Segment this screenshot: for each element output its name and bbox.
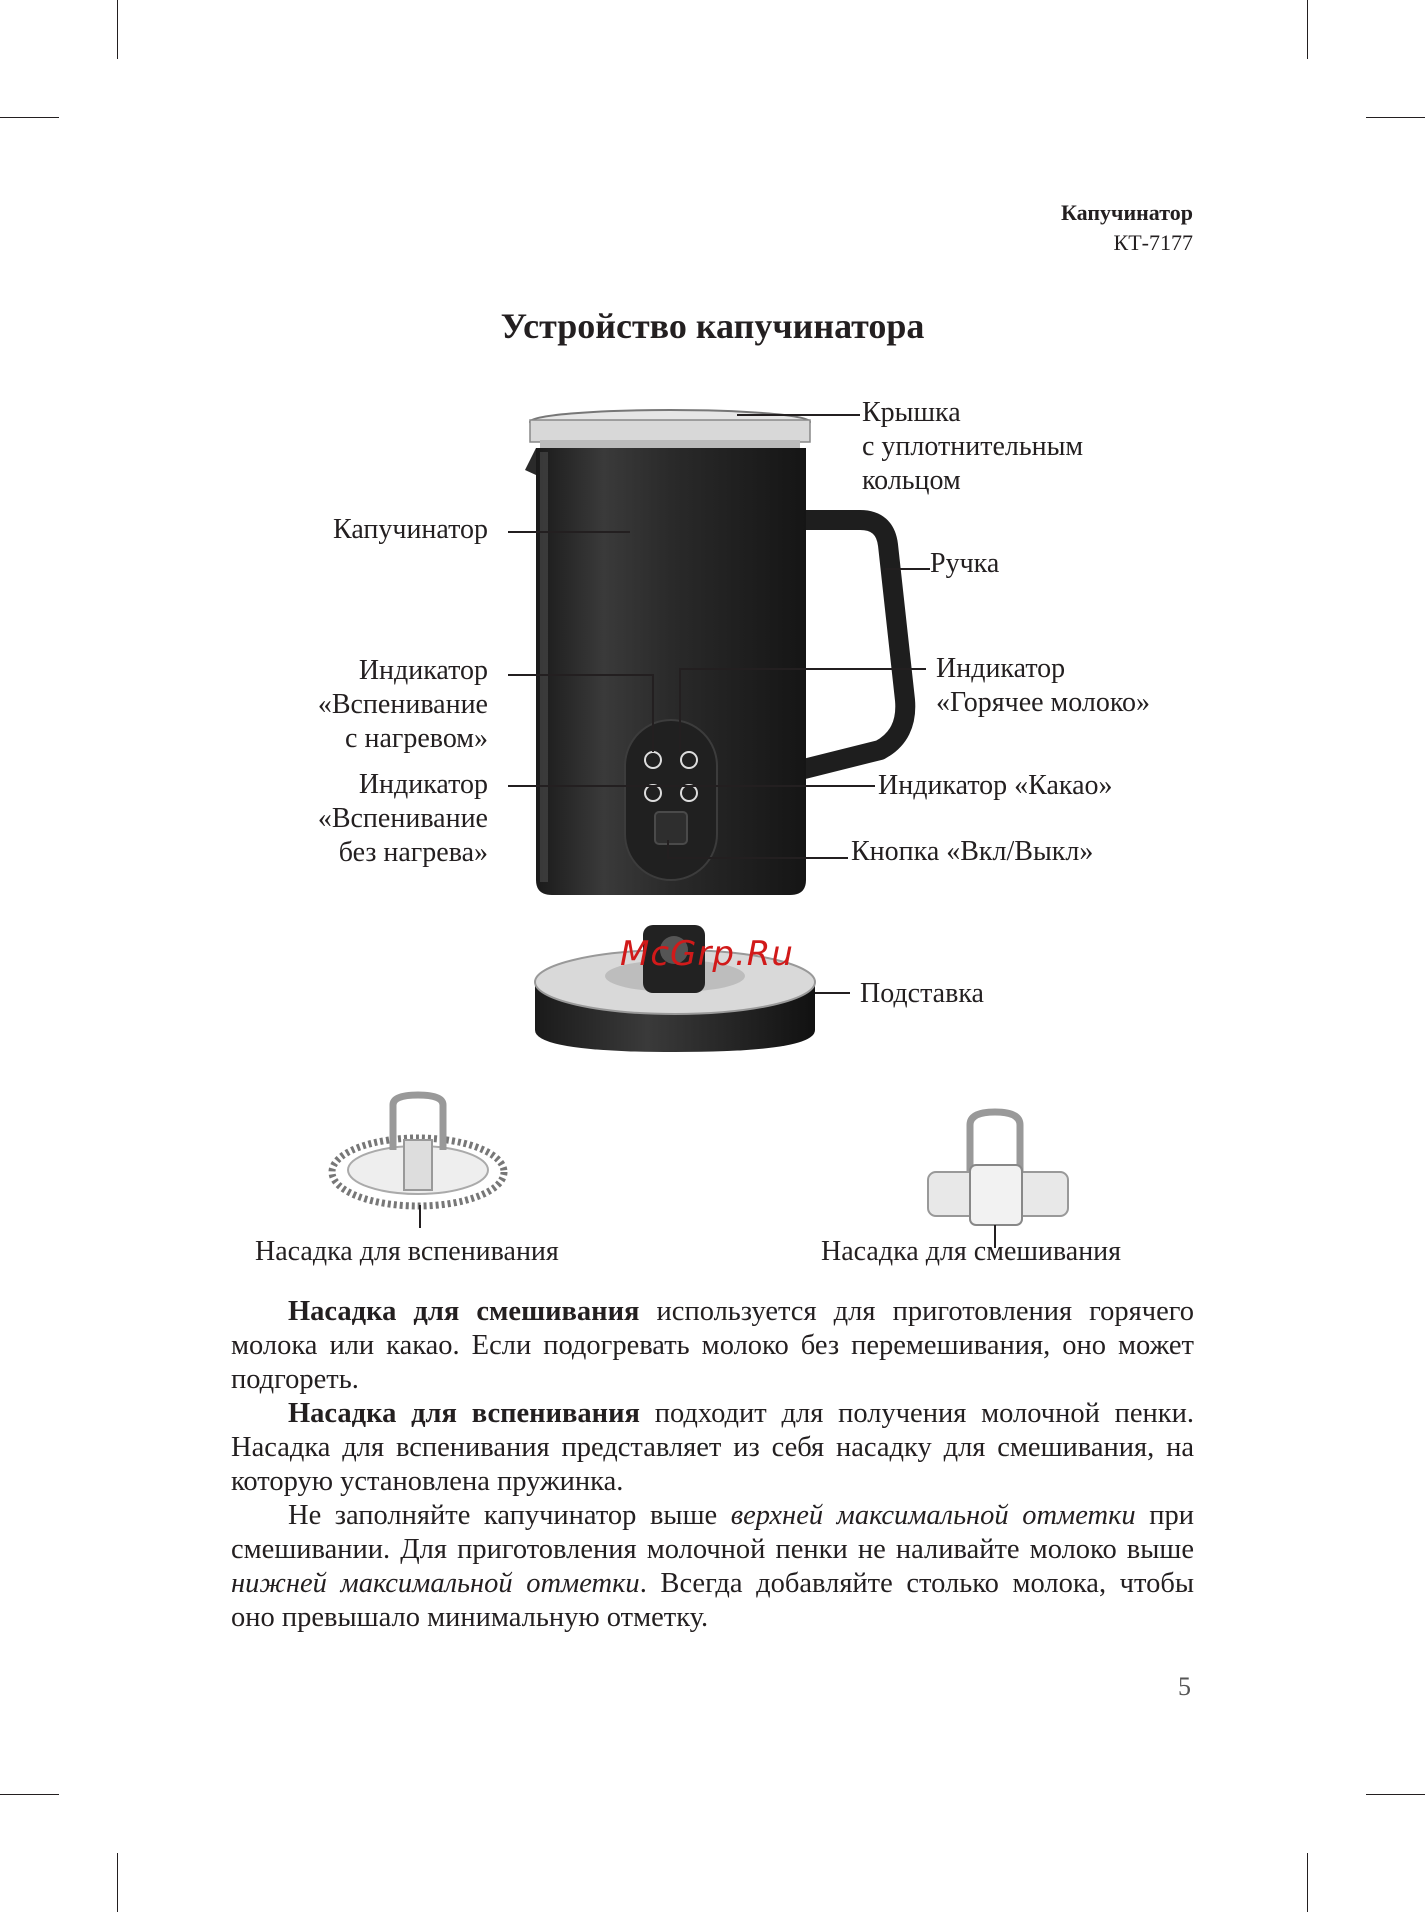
handle — [795, 520, 905, 770]
paragraph-text: используется для приготовления горячего молока или какао. Если подогревать молоко без перемешивания, оно может подгореть. — [231, 1296, 1194, 1395]
label-indicator-cold-froth: Индикатор «Вспенивание без нагрева» — [317, 769, 488, 868]
header-model: КТ-7177 — [1113, 230, 1193, 255]
label-frother: Капучинатор — [333, 514, 488, 545]
label-base: Подставка — [860, 978, 984, 1009]
label-indicator-hot-milk: Индикатор «Горячее молоко» — [936, 653, 1151, 718]
term-froth-whisk: Насадка для вспенивания — [288, 1398, 640, 1429]
label-power-button: Кнопка «Вкл/Выкл» — [851, 836, 1094, 867]
label-froth-whisk: Насадка для вспенивания — [255, 1236, 559, 1267]
label-indicator-cocoa: Индикатор «Какао» — [878, 770, 1113, 801]
page-number: 5 — [1178, 1672, 1191, 1701]
term-mix-whisk: Насадка для смешивания — [288, 1296, 640, 1327]
paragraph-text: подходит для получения молочной пенки. Насадка для вспенивания представляет из себя насадку для смешивания, на которую установлена пружинка. — [231, 1398, 1194, 1497]
header-product: Капучинатор — [1061, 200, 1193, 225]
watermark: McGrp.Ru — [620, 934, 794, 974]
term-upper-max-mark: верхней максимальной отметки — [730, 1500, 1136, 1531]
page-title: Устройство капучинатора — [500, 306, 925, 346]
froth-whisk-illustration — [332, 1095, 504, 1228]
label-mix-whisk: Насадка для смешивания — [821, 1236, 1122, 1267]
paragraph-froth-whisk — [231, 1397, 1194, 1499]
paragraph-text: Не заполняйте капучинатор выше — [288, 1500, 731, 1531]
label-handle: Ручка — [930, 548, 1000, 579]
paragraph-text: при смешивании. Для приготовления молочной пенки не наливайте молоко выше — [231, 1500, 1194, 1565]
label-lid: Крышка с уплотнительным кольцом — [862, 397, 1084, 496]
term-lower-max-mark: нижней максимальной отметки — [231, 1568, 640, 1599]
paragraph-text: . Всегда добавляйте столько молока, чтобы оно превышало минимальную отметку. — [231, 1568, 1194, 1633]
jug-body — [525, 448, 806, 895]
label-indicator-heat-froth: Индикатор «Вспенивание с нагревом» — [317, 655, 488, 754]
mix-whisk-illustration — [928, 1112, 1068, 1248]
paragraph-mix-whisk — [231, 1295, 1194, 1397]
paragraph-fill-levels — [231, 1499, 1194, 1635]
